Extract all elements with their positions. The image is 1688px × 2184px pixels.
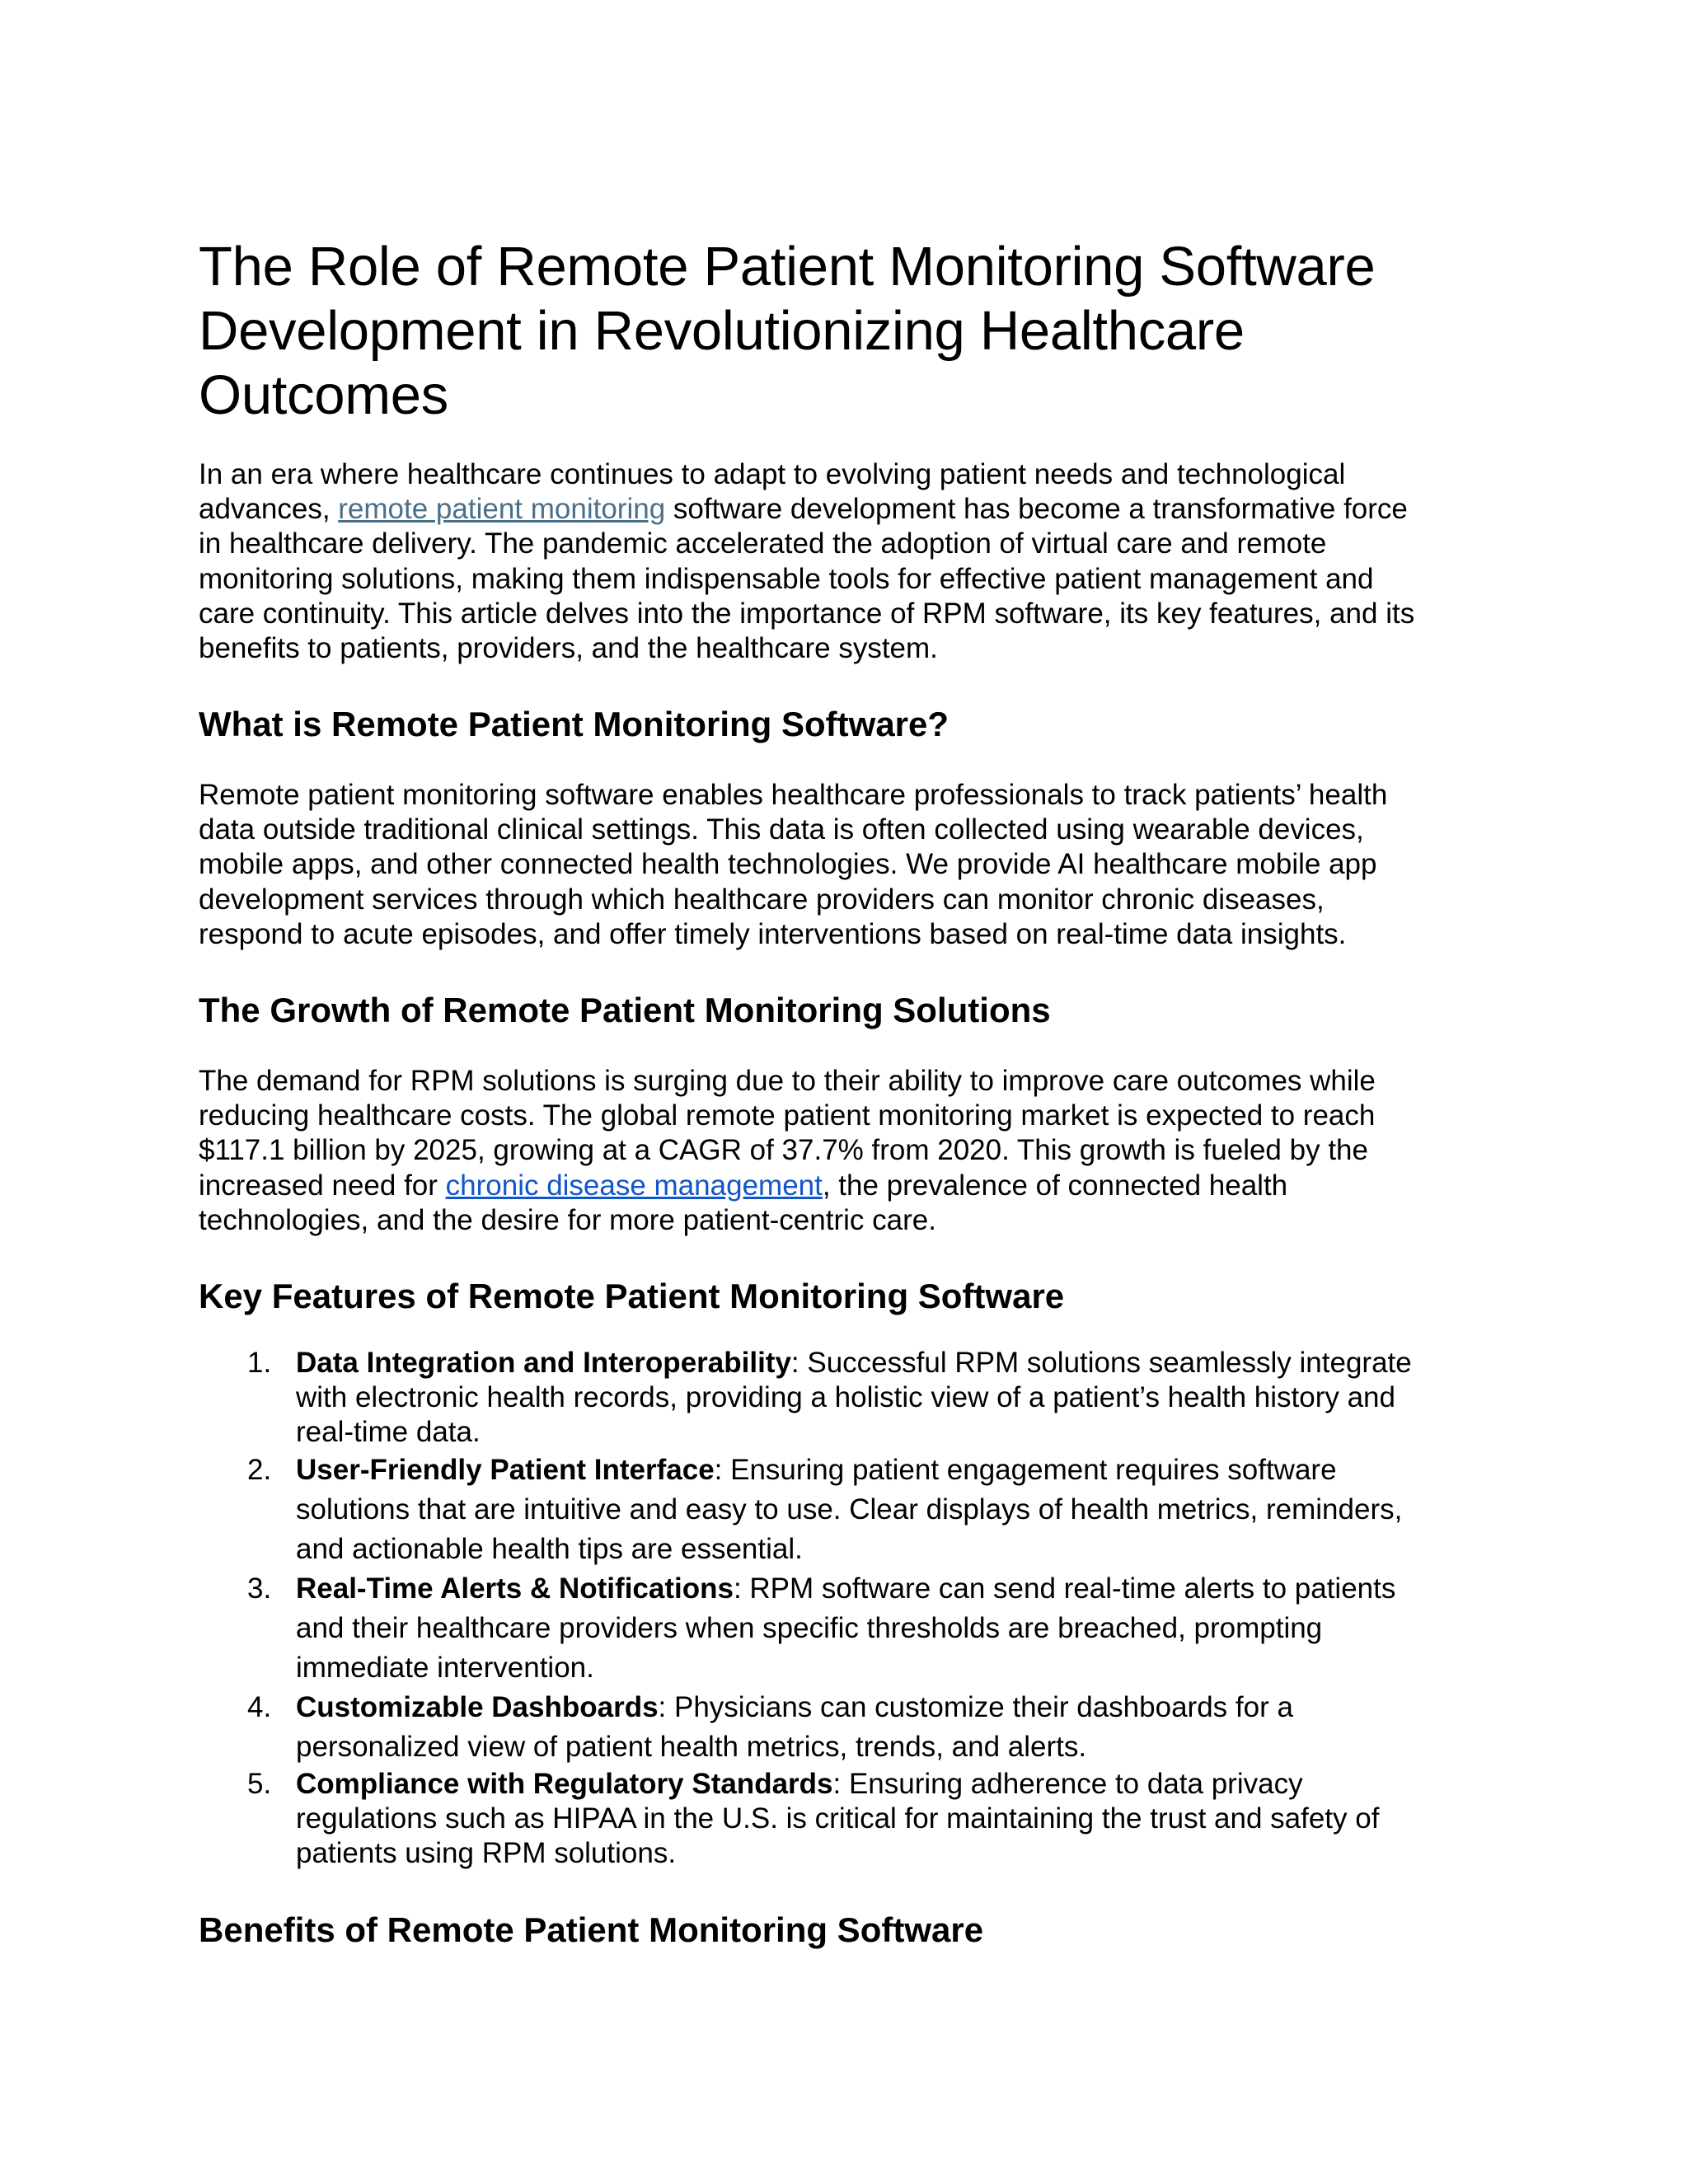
feature-term: Customizable Dashboards xyxy=(296,1691,659,1723)
list-number: 4. xyxy=(247,1691,272,1723)
paragraph-line: technologies, and the desire for more patient-centric care. xyxy=(199,1203,936,1236)
paragraph-text: , the prevalence of connected health xyxy=(822,1169,1288,1202)
paragraph-text: software development has become a transformative force xyxy=(665,493,1408,526)
section-heading-what-is-rpm: What is Remote Patient Monitoring Software? xyxy=(199,705,950,743)
list-line xyxy=(296,1767,1559,1802)
section-heading-key-features: Key Features of Remote Patient Monitoring Software xyxy=(199,1277,1065,1315)
feature-term: User-Friendly Patient Interface xyxy=(296,1454,715,1486)
list-line: solutions that are intuitive and easy to use. Clear displays of health metrics, reminders, xyxy=(296,1493,1403,1526)
list-line xyxy=(296,1346,1559,1380)
list-item xyxy=(199,1767,1559,1872)
paragraph-line: respond to acute episodes, and offer timely interventions based on real-time data insights. xyxy=(199,917,1347,950)
list-line: immediate intervention. xyxy=(296,1652,594,1684)
list-line: and their healthcare providers when specific thresholds are breached, prompting xyxy=(296,1612,1323,1644)
title-line: Outcomes xyxy=(199,364,448,426)
list-line: real-time data. xyxy=(296,1416,481,1449)
list-line xyxy=(296,1569,1559,1609)
section-heading-growth: The Growth of Remote Patient Monitoring Solutions xyxy=(199,991,1051,1029)
paragraph-text: increased need for xyxy=(199,1169,446,1202)
paragraph-line: Remote patient monitoring software enables healthcare professionals to track patients’ health xyxy=(199,779,1388,811)
list-item xyxy=(199,1451,1559,1569)
list-line xyxy=(296,1451,1559,1490)
list-item xyxy=(199,1346,1559,1451)
section-heading-benefits: Benefits of Remote Patient Monitoring Software xyxy=(199,1910,984,1949)
paragraph-line: The demand for RPM solutions is surging due to their ability to improve care outcomes while xyxy=(199,1065,1376,1097)
paragraph-line: in healthcare delivery. The pandemic accelerated the adoption of virtual care and remote xyxy=(199,527,1327,560)
page-title xyxy=(199,235,1517,428)
list-line: patients using RPM solutions. xyxy=(296,1837,677,1870)
remote-patient-monitoring-link[interactable]: remote patient monitoring xyxy=(338,493,666,526)
list-line: and actionable health tips are essential. xyxy=(296,1533,803,1565)
list-line xyxy=(296,1688,1559,1727)
list-number: 1. xyxy=(247,1347,272,1379)
paragraph-line: mobile apps, and other connected health technologies. We provide AI healthcare mobile app xyxy=(199,848,1377,881)
list-number: 3. xyxy=(247,1572,272,1605)
list-item xyxy=(199,1569,1559,1688)
list-item xyxy=(199,1688,1559,1767)
feature-text: : RPM software can send real-time alerts to patients xyxy=(733,1572,1396,1605)
chronic-disease-management-link[interactable]: chronic disease management xyxy=(445,1169,823,1202)
feature-term: Compliance with Regulatory Standards xyxy=(296,1768,833,1800)
what-is-rpm-paragraph xyxy=(199,778,1387,952)
growth-paragraph xyxy=(199,1064,1376,1238)
feature-text: : Ensuring adherence to data privacy xyxy=(832,1768,1303,1800)
feature-text: : Ensuring patient engagement requires software xyxy=(714,1454,1337,1486)
title-line: The Role of Remote Patient Monitoring Software xyxy=(199,236,1376,298)
feature-term: Real-Time Alerts & Notifications xyxy=(296,1572,734,1605)
list-line: with electronic health records, providing a holistic view of a patient’s health history and xyxy=(296,1381,1395,1414)
paragraph-line: reducing healthcare costs. The global remote patient monitoring market is expected to reach xyxy=(199,1099,1376,1132)
paragraph-text: advances, xyxy=(199,493,339,526)
feature-term: Data Integration and Interoperability xyxy=(296,1347,791,1379)
key-features-list xyxy=(199,1346,1559,1872)
feature-text: : Physicians can customize their dashboards for a xyxy=(658,1691,1293,1723)
paragraph-line xyxy=(199,492,1414,527)
feature-text: : Successful RPM solutions seamlessly integrate xyxy=(790,1347,1412,1379)
paragraph-line xyxy=(199,1169,1376,1203)
paragraph-line: data outside traditional clinical settings. This data is often collected using wearable devices, xyxy=(199,813,1364,846)
paragraph-line: development services through which healthcare providers can monitor chronic diseases, xyxy=(199,883,1325,916)
paragraph-line: care continuity. This article delves into the importance of RPM software, its key features, and its xyxy=(199,597,1415,630)
list-line: regulations such as HIPAA in the U.S. is critical for maintaining the trust and safety of xyxy=(296,1802,1380,1835)
paragraph-line: In an era where healthcare continues to adapt to evolving patient needs and technological xyxy=(199,458,1346,490)
paragraph-line: $117.1 billion by 2025, growing at a CAGR of 37.7% from 2020. This growth is fueled by the xyxy=(199,1134,1368,1167)
list-number: 5. xyxy=(247,1768,272,1800)
list-line: personalized view of patient health metrics, trends, and alerts. xyxy=(296,1731,1087,1763)
list-number: 2. xyxy=(247,1454,272,1486)
paragraph-line: monitoring solutions, making them indispensable tools for effective patient management and xyxy=(199,562,1374,595)
intro-paragraph xyxy=(199,457,1414,666)
paragraph-line: benefits to patients, providers, and the healthcare system. xyxy=(199,632,938,665)
title-line: Development in Revolutionizing Healthcare xyxy=(199,300,1245,362)
